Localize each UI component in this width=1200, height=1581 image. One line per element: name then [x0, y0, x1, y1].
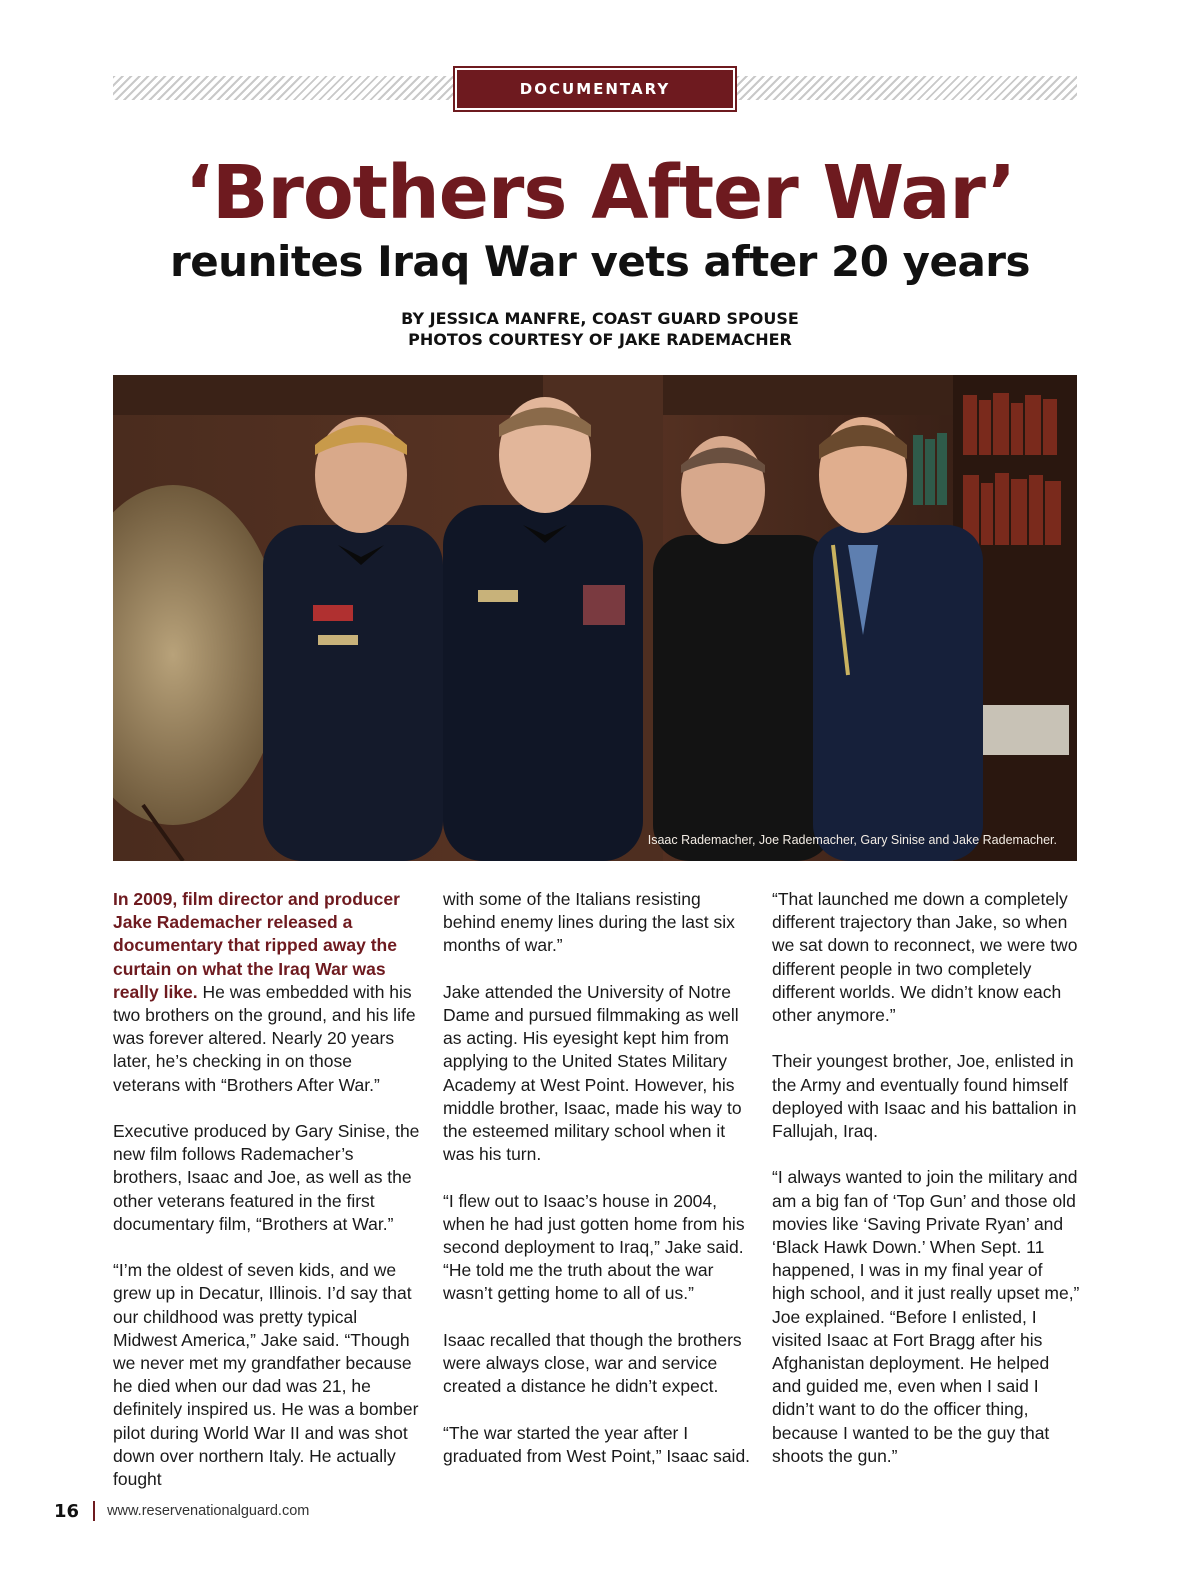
byline	[0, 308, 1200, 350]
lead-paragraph	[113, 888, 421, 1097]
article-column-1	[113, 888, 421, 1514]
section-tag	[453, 66, 737, 112]
section-header	[113, 66, 1077, 112]
article-subtitle: reunites Iraq War vets after 20 years	[169, 237, 1030, 286]
photo-caption: Isaac Rademacher, Joe Rademacher, Gary Sinise and Jake Rademacher.	[647, 833, 1057, 847]
paragraph: “That launched me down a completely different trajectory than Jake, so when we sat down to reconnect, we were two different people in two completely different worlds. We didn’t know each other anymore.”	[772, 889, 1078, 1026]
paragraph: with some of the Italians resisting behind enemy lines during the last six months of war.”	[443, 889, 735, 956]
byline-author: BY JESSICA MANFRE, COAST GUARD SPOUSE	[401, 309, 799, 328]
feature-photo	[113, 375, 1077, 861]
paragraph: Executive produced by Gary Sinise, the new film follows Rademacher’s brothers, Isaac and Joe, as well as the other veterans featured in the first documentary film, “Brothers at War.”	[113, 1121, 420, 1234]
section-label: DOCUMENTARY	[457, 70, 733, 108]
hatch-divider-right	[737, 76, 1077, 100]
paragraph: “I flew out to Isaac’s house in 2004, when he had just gotten home from his second deployment to Iraq,” Jake said. “He told me the truth about the war wasn’t getting home to all of us.”	[443, 1190, 745, 1304]
article-column-3	[772, 888, 1080, 1491]
group-photo-illustration	[113, 375, 1077, 861]
paragraph: “The war started the year after I graduated from West Point,” Isaac said.	[443, 1422, 751, 1466]
article-column-2	[443, 888, 751, 1491]
footer-divider	[93, 1501, 95, 1521]
article-title: ‘Brothers After War’	[184, 150, 1016, 236]
paragraph: Their youngest brother, Joe, enlisted in the Army and eventually found himself deployed with Isaac and his battalion in Fallujah, Iraq.	[772, 1051, 1077, 1142]
hatch-divider-left	[113, 76, 453, 100]
paragraph: “I always wanted to join the military and am a big fan of ‘Top Gun’ and those old movies like ‘Saving Private Ryan’ and ‘Black Hawk Down.’ When Sept. 11 happened, I was in my final year of high school, and it just really upset me,” Joe explained. “Before I enlisted, I visited Isaac at Fort Bragg after his Afghanistan deployment. He helped and guided me, even when I said I didn’t want to do the officer thing, because I wanted to be the guy that shoots the gun.”	[772, 1167, 1080, 1466]
page-number: 16	[54, 1500, 80, 1522]
byline-photos: PHOTOS COURTESY OF JAKE RADEMACHER	[408, 330, 792, 349]
paragraph: “I’m the oldest of seven kids, and we grew up in Decatur, Illinois. I’d say that our childhood was pretty typical Midwest America,” Jake said. “Though we never met my grandfather because he died when our dad was 21, he definitely inspired us. He was a bomber pilot during World War II and was shot down over northern Italy. He actually fought	[113, 1260, 419, 1490]
paragraph: Jake attended the University of Notre Dame and pursued filmmaking as well as acting. His eyesight kept him from applying to the United States Military Academy at West Point. However, his middle brother, Isaac, made his way to the esteemed military school when it was his turn.	[443, 981, 742, 1165]
paragraph: Isaac recalled that though the brothers were always close, war and service created a distance he didn’t expect.	[443, 1329, 742, 1397]
lead-text: In 2009, film director and producer Jake Rademacher released a documentary that ripped away the curtain on what the Iraq War was really like.	[113, 889, 400, 1002]
lead-rest: He was embedded with his two brothers on the ground, and his life was forever altered. Nearly 20 years later, he’s checking in on those veterans with “Brothers After War.”	[113, 981, 416, 1095]
page-footer	[54, 1499, 309, 1523]
website-link[interactable]: www.reservenationalguard.com	[107, 1503, 310, 1519]
